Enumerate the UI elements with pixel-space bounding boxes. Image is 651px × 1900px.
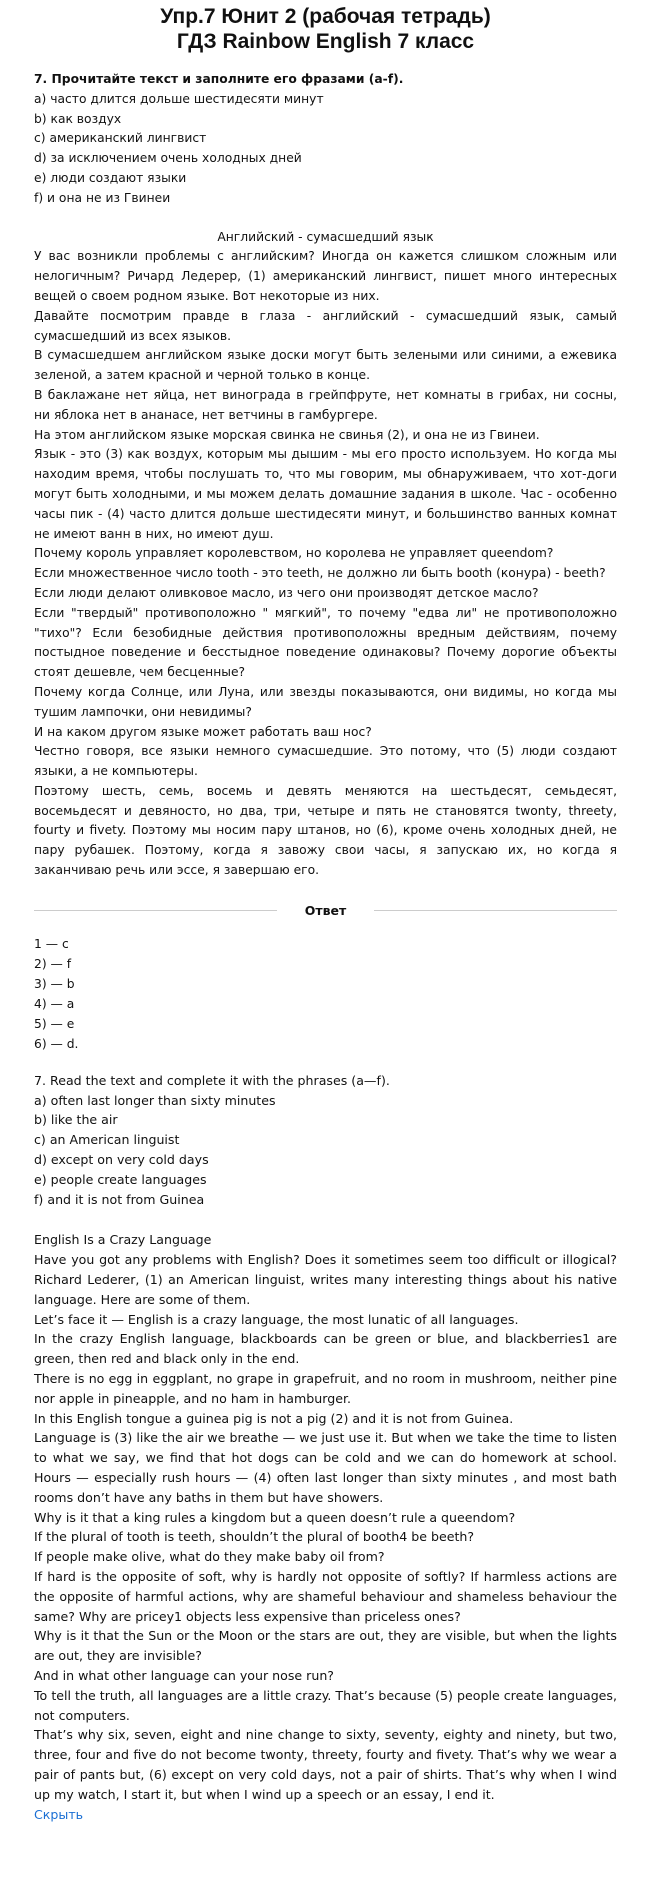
answer-divider — [34, 903, 617, 918]
ru-option: а) часто длится дольше шестидесяти минут — [34, 91, 324, 106]
ru-options-list — [34, 90, 617, 209]
en-option: a) often last longer than sixty minutes — [34, 1092, 276, 1108]
answer-item: 6) — d. — [34, 1036, 79, 1051]
ru-paragraph: Почему король управляет королевством, но королева не управляет queendom? — [34, 546, 554, 561]
ru-paragraph: В сумасшедшем английском языке доски могут быть зелеными или синими, а ежевика зеленой, а затем красной и черной только в конце. — [34, 348, 617, 383]
ru-task-heading: 7. Прочитайте текст и заполните его фразами (a-f). — [34, 72, 404, 86]
answer-item: 3) — b — [34, 976, 75, 991]
ru-paragraph: Если люди делают оливковое масло, из чего они производят детское масло? — [34, 585, 539, 600]
ru-paragraph: Если множественное число tooth - это teeth, не должно ли быть booth (конура) - beeth? — [34, 566, 606, 581]
en-option: e) people create languages — [34, 1171, 207, 1187]
ru-option: c) американский лингвист — [34, 131, 207, 146]
english-exercise — [34, 1071, 617, 1825]
en-paragraph: If the plural of tooth is teeth, shouldn’t the plural of booth4 be beeth? — [34, 1529, 475, 1545]
title-line-2: ГДЗ Rainbow English 7 класс — [176, 30, 475, 53]
ru-paragraph: Язык - это (3) как воздух, которым мы дышим - мы его просто используем. Но когда мы находим время, чтобы послушать то, что мы говорим, мы обнаруживаем, что хот-доги могут быть холодными, и мы можем делать домашние задания в школе. Час - особенно часы пик - (4) часто длится дольше шестидесяти минут, и большинство ванных комнат не имеют ванн в них, но имеют душ. — [34, 447, 617, 541]
collapse-link[interactable]: Скрыть — [34, 1806, 84, 1822]
en-paragraph: In the crazy English language, blackboards can be green or blue, and blackberries1 are green, then red and black only in the end. — [34, 1331, 617, 1367]
en-paragraph: And in what other language can your nose run? — [34, 1667, 334, 1683]
en-paragraph: Let’s face it — English is a crazy language, the most lunatic of all languages. — [34, 1311, 519, 1327]
ru-option: d) за исключением очень холодных дней — [34, 151, 302, 166]
answer-item: 5) — e — [34, 1016, 75, 1031]
ru-paragraph: У вас возникли проблемы с английским? Иногда он кажется слишком сложным или нелогичным? Ричард Ледерер, (1) американский лингвист, пишет много интересных вещей о своем родном языке. Вот некоторые из них. — [34, 249, 617, 303]
answer-item: 4) — a — [34, 996, 75, 1011]
answers-list — [34, 934, 617, 1054]
en-paragraph: There is no egg in eggplant, no grape in grapefruit, and no room in mushroom, neither pine nor apple in pineapple, and no ham in hamburger. — [34, 1371, 617, 1406]
answer-label: Ответ — [304, 902, 347, 918]
en-task-heading: 7. Read the text and complete it with the phrases (a—f). — [34, 1072, 390, 1088]
en-paragraph: To tell the truth, all languages are a little crazy. That’s because (5) people create languages, not computers. — [34, 1687, 617, 1723]
ru-paragraph: На этом английском языке морская свинка не свинья (2), и она не из Гвинеи. — [34, 427, 540, 442]
en-paragraph: That’s why six, seven, eight and nine change to sixty, seventy, eighty and ninety, but two, three, four and five do not become twonty, threety, fourty and fivety. That’s why we wear a pair of pants but, (6) except on very cold days, not a pair of shirts. That’s why when I wind up my watch, I start it, but when I wind up a speech or an essay, I end it. — [34, 1727, 617, 1802]
en-paragraph: Why is it that the Sun or the Moon or the stars are out, they are visible, but when the lights are out, they are invisible? — [34, 1628, 617, 1664]
ru-paragraph: В баклажане нет яйца, нет винограда в грейпфруте, нет комнаты в грибах, ни сосны, ни яблока нет в ананасе, нет ветчины в гамбургере. — [34, 387, 617, 422]
en-paragraph: Language is (3) like the air we breathe — we just use it. But when we take the time to listen to what we say, we find that hot dogs can be cold and we can do homework at school. Hours — especially rush hours — (4) often last longer than sixty minutes , and most bath rooms don’t have any baths in them but have showers. — [34, 1430, 617, 1505]
divider-line-left — [34, 910, 277, 911]
russian-exercise — [34, 70, 617, 881]
en-option: c) an American linguist — [34, 1132, 180, 1148]
ru-text-body — [34, 247, 617, 881]
ru-paragraph: И на каком другом языке может работать ваш нос? — [34, 724, 372, 739]
ru-paragraph: Давайте посмотрим правде в глаза - английский - сумасшедший язык, самый сумасшедший из всех языков. — [34, 308, 617, 343]
ru-option: e) люди создают языки — [34, 170, 187, 185]
answer-item: 1 — c — [34, 936, 69, 951]
en-option: d) except on very cold days — [34, 1152, 209, 1168]
ru-paragraph: Почему когда Солнце, или Луна, или звезды показываются, они видимы, но когда мы тушим лампочки, они невидимы? — [34, 684, 617, 719]
en-paragraph: In this English tongue a guinea pig is not a pig (2) and it is not from Guinea. — [34, 1410, 514, 1426]
en-paragraph: Have you got any problems with English? Does it sometimes seem too difficult or illogical? Richard Lederer, (1) an American linguist, writes many interesting things about his native language. Here are some of them. — [34, 1252, 617, 1307]
en-option: b) like the air — [34, 1112, 118, 1128]
en-paragraph: If hard is the opposite of soft, why is hardly not opposite of softly? If harmless actions are the opposite of harmful actions, why are shameful behaviour and shameless behaviour the same? Why are pricey1 objects less expensive than priceless ones? — [34, 1569, 617, 1624]
ru-option: b) как воздух — [34, 111, 122, 126]
title-line-1: Упр.7 Юнит 2 (рабочая тетрадь) — [160, 5, 491, 28]
page-title — [34, 4, 617, 54]
divider-line-right — [374, 910, 617, 911]
ru-text-title: Английский - сумасшедший язык — [217, 229, 434, 244]
en-text-title: English Is a Crazy Language — [34, 1232, 212, 1248]
en-paragraph: If people make olive, what do they make baby oil from? — [34, 1549, 385, 1565]
ru-paragraph: Если "твердый" противоположно " мягкий", то почему "едва ли" не противоположно "тихо"? Если безобидные действия противоположны вредным действиям, почему постыдное поведение и бесстыдное поведение одинаковы? Почему дорогие объекты стоят дешевле, чем бесценные? — [34, 605, 617, 680]
answer-item: 2) — f — [34, 956, 72, 971]
en-option: f) and it is not from Guinea — [34, 1191, 205, 1207]
ru-paragraph: Честно говоря, все языки немного сумасшедшие. Это потому, что (5) люди создают языки, а не компьютеры. — [34, 744, 617, 779]
ru-option: f) и она не из Гвинеи — [34, 190, 171, 205]
en-paragraph: Why is it that a king rules a kingdom but a queen doesn’t rule a queendom? — [34, 1509, 516, 1525]
en-options-list — [34, 1091, 617, 1210]
en-text-body — [34, 1250, 617, 1804]
ru-paragraph: Поэтому шесть, семь, восемь и девять меняются на шестьдесят, семьдесят, восемьдесят и девяносто, но два, три, четыре и пять не становятся twonty, threety, fourty и fivety. Поэтому мы носим пару штанов, но (6), кроме очень холодных дней, не пару рубашек. Поэтому, когда я завожу свои часы, я запускаю их, но когда я заканчиваю речь или эссе, я завершаю его. — [34, 783, 617, 878]
